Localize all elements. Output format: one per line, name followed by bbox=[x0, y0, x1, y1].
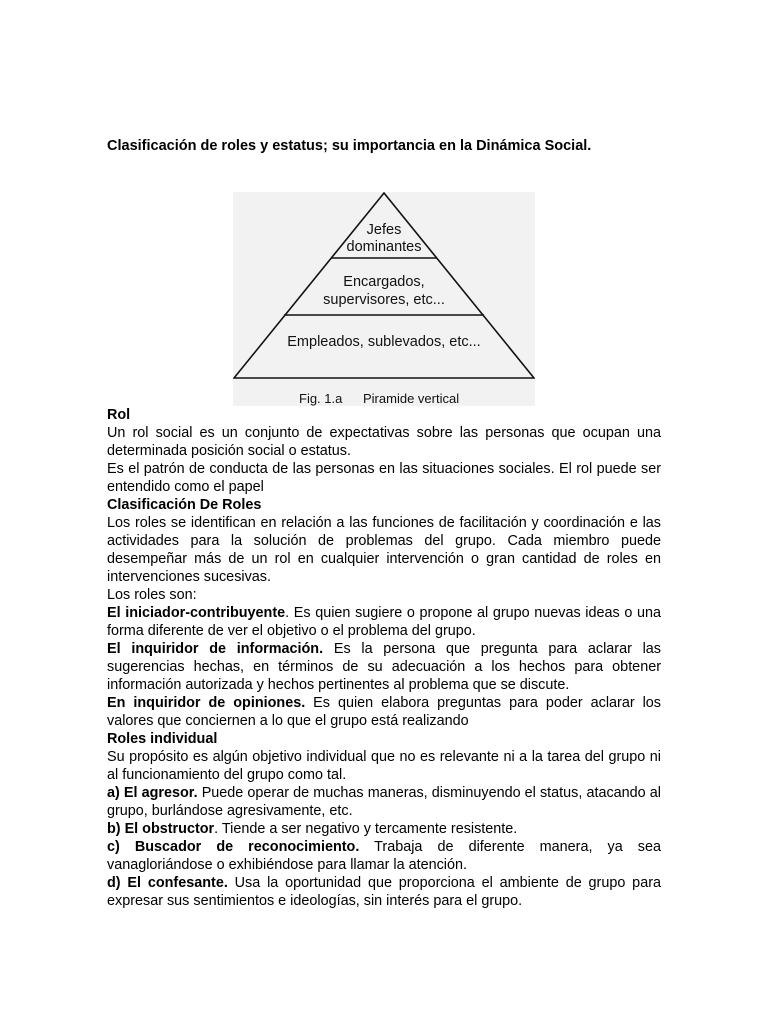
paragraph: Es el patrón de conducta de las personas en las situaciones sociales. El rol puede ser entendido como el papel bbox=[107, 461, 661, 495]
figure-caption-number: Fig. 1.a bbox=[299, 391, 343, 406]
role-term: d) El confesante. bbox=[107, 875, 228, 891]
role-term: El inquiridor de información. bbox=[107, 641, 324, 657]
paragraph: Los roles son: bbox=[107, 587, 197, 603]
heading-clasificacion: Clasificación De Roles bbox=[107, 497, 262, 513]
level-top-line2: dominantes bbox=[346, 239, 422, 255]
role-text: Es quien elabora preguntas para poder aclarar los valores que conciernen a lo que el grupo está realizando bbox=[107, 695, 661, 729]
level-middle-line2: supervisores, etc... bbox=[323, 292, 445, 308]
pyramid-diagram bbox=[233, 192, 535, 406]
role-term: El iniciador-contribuyente bbox=[107, 605, 286, 621]
document-body bbox=[107, 406, 661, 910]
role-text: . Es quien sugiere o propone al grupo nuevas ideas o una forma diferente de ver el objetivo o el problema del grupo. bbox=[107, 605, 661, 639]
level-bottom: Empleados, sublevados, etc... bbox=[287, 334, 481, 350]
role-text: Puede operar de muchas maneras, disminuyendo el status, atacando al grupo, burlándose agresivamente, etc. bbox=[107, 785, 661, 819]
figure-caption-text: Piramide vertical bbox=[363, 391, 460, 406]
role-item bbox=[107, 874, 661, 910]
role-item bbox=[107, 604, 661, 640]
role-item bbox=[107, 694, 661, 730]
role-text: Es la persona que pregunta para aclarar las sugerencias hechas, en términos de su adecuación a los hechos para obtener información autorizada y hechos pertinentes al problema que se discute. bbox=[107, 641, 661, 693]
paragraph: Los roles se identifican en relación a las funciones de facilitación y coordinación e las actividades para la solución de problemas del grupo. Cada miembro puede desempeñar más de un rol en cualquier intervención o gran cantidad de roles en intervenciones sucesivas. bbox=[107, 515, 661, 585]
role-item bbox=[107, 838, 661, 874]
role-item bbox=[107, 820, 661, 838]
role-text: Trabaja de diferente manera, ya sea vanagloriándose o exhibiéndose para llamar la atención. bbox=[107, 839, 661, 873]
heading-roles-individual: Roles individual bbox=[107, 731, 218, 747]
role-term: c) Buscador de reconocimiento. bbox=[107, 839, 360, 855]
heading-rol: Rol bbox=[107, 407, 131, 423]
level-top-line1: Jefes bbox=[366, 222, 402, 238]
page-title: Clasificación de roles y estatus; su importancia en la Dinámica Social. bbox=[107, 138, 592, 154]
role-term: En inquiridor de opiniones. bbox=[107, 695, 306, 711]
role-item bbox=[107, 640, 661, 694]
role-term: b) El obstructor bbox=[107, 821, 215, 837]
pyramid-figure bbox=[233, 192, 535, 406]
paragraph: Un rol social es un conjunto de expectativas sobre las personas que ocupan una determinada posición social o estatus. bbox=[107, 425, 661, 459]
role-term: a) El agresor. bbox=[107, 785, 198, 801]
role-text: . Tiende a ser negativo y tercamente resistente. bbox=[214, 821, 518, 837]
level-middle-line1: Encargados, bbox=[343, 274, 425, 290]
paragraph: Su propósito es algún objetivo individual que no es relevante ni a la tarea del grupo ni al funcionamiento del grupo como tal. bbox=[107, 749, 661, 783]
role-text: Usa la oportunidad que proporciona el ambiente de grupo para expresar sus sentimientos e ideologías, sin interés para el grupo. bbox=[107, 875, 661, 909]
role-item bbox=[107, 784, 661, 820]
